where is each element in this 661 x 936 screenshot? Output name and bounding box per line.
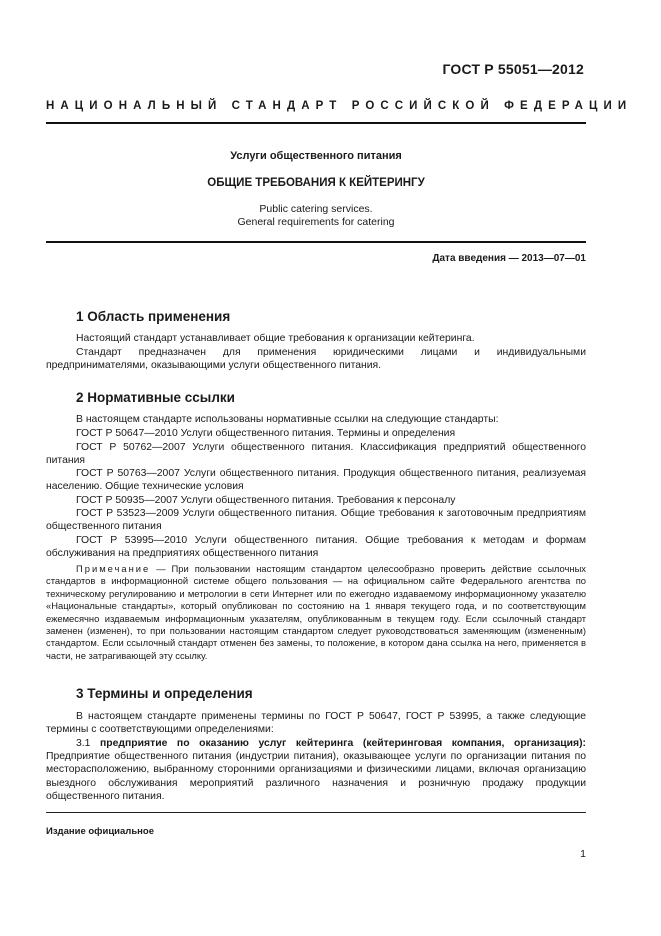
title-rule [46, 241, 586, 243]
page-number: 1 [580, 848, 586, 860]
reference-item: ГОСТ Р 53523—2009 Услуги общественного питания. Общие требования к заготовочным предприятиям общественного питания [46, 508, 586, 533]
section-1-heading: 1 Область применения [76, 309, 231, 324]
official-edition-label: Издание официальное [46, 826, 154, 837]
reference-item: ГОСТ Р 50763—2007 Услуги общественного питания. Продукция общественного питания, реализуемая населению. Общие технические условия [46, 468, 586, 493]
section-2-intro: В настоящем стандарте использованы нормативные ссылки на следующие стандарты: [76, 414, 499, 425]
term-3-1 [46, 737, 586, 803]
introduction-date: Дата введения — 2013—07—01 [432, 253, 586, 264]
english-title-line-1: Public catering services. [259, 203, 373, 215]
document-title: ОБЩИЕ ТРЕБОВАНИЯ К КЕЙТЕРИНГУ [207, 177, 425, 189]
national-standard-banner: НАЦИОНАЛЬНЫЙ СТАНДАРТ РОССИЙСКОЙ ФЕДЕРАЦИИ [46, 100, 633, 112]
english-title-line-2: General requirements for catering [237, 216, 395, 228]
reference-item: ГОСТ Р 53995—2010 Услуги общественного питания. Общие требования к методам и формам обслуживания на предприятиях общественного питания [46, 535, 586, 560]
title-group: Услуги общественного питания [230, 150, 402, 162]
document-code: ГОСТ Р 55051—2012 [442, 61, 584, 77]
reference-item: ГОСТ Р 50935—2007 Услуги общественного питания. Требования к персоналу [76, 495, 456, 506]
top-rule [46, 122, 586, 124]
footer-rule [46, 812, 586, 813]
section-3-heading: 3 Термины и определения [76, 686, 253, 701]
section-3-intro: В настоящем стандарте применены термины по ГОСТ Р 50647, ГОСТ Р 53995, а также следующие термины с соответствующими определениями: [46, 711, 586, 736]
reference-item: ГОСТ Р 50647—2010 Услуги общественного питания. Термины и определения [76, 428, 456, 439]
note-label: Примечание [76, 563, 151, 574]
term-number: 3.1 [76, 738, 101, 749]
term-definition: Предприятие общественного питания (индустрии питания), оказывающее услуги по организации питания по месторасположению, выбранному сторонними организациями и физическими лицами, включая организацию выездного обслуживания мероприятий различного назначения и розничную продажу продукции общественного питания. [46, 751, 586, 802]
section-2-heading: 2 Нормативные ссылки [76, 390, 235, 405]
reference-note [46, 563, 586, 662]
term-name: предприятие по оказанию услуг кейтеринга (кейтеринговая компания, организация): [100, 738, 586, 749]
reference-item: ГОСТ Р 50762—2007 Услуги общественного питания. Классификация предприятий общественного питания [46, 442, 586, 467]
section-1-paragraph-1: Настоящий стандарт устанавливает общие требования к организации кейтеринга. [76, 333, 475, 344]
section-1-paragraph-2: Стандарт предназначен для применения юридическими лицами и индивидуальными предпринимателями, оказывающими услуги общественного питания. [46, 347, 586, 372]
note-text: — При пользовании настоящим стандартом целесообразно проверить действие ссылочных стандартов в информационной системе общего пользования — на официальном сайте Федерального агентства по техническому регулированию и метрологии в сети Интернет или по ежегодно издаваемому информационному указателю «Национальные стандарты», который опубликован по состоянию на 1 января текущего года, и по соответствующим ежемесячно издаваемым информационным указателям, опубликованным в текущем году. Если ссылочный стандарт заменен (изменен), то при пользовании настоящим стандартом следует руководствоваться заменяющим (измененным) стандартом. Если ссылочный стандарт отменен без замены, то положение, в котором дана ссылка на него, применяется в части, не затрагивающей эту ссылку. [46, 563, 586, 661]
